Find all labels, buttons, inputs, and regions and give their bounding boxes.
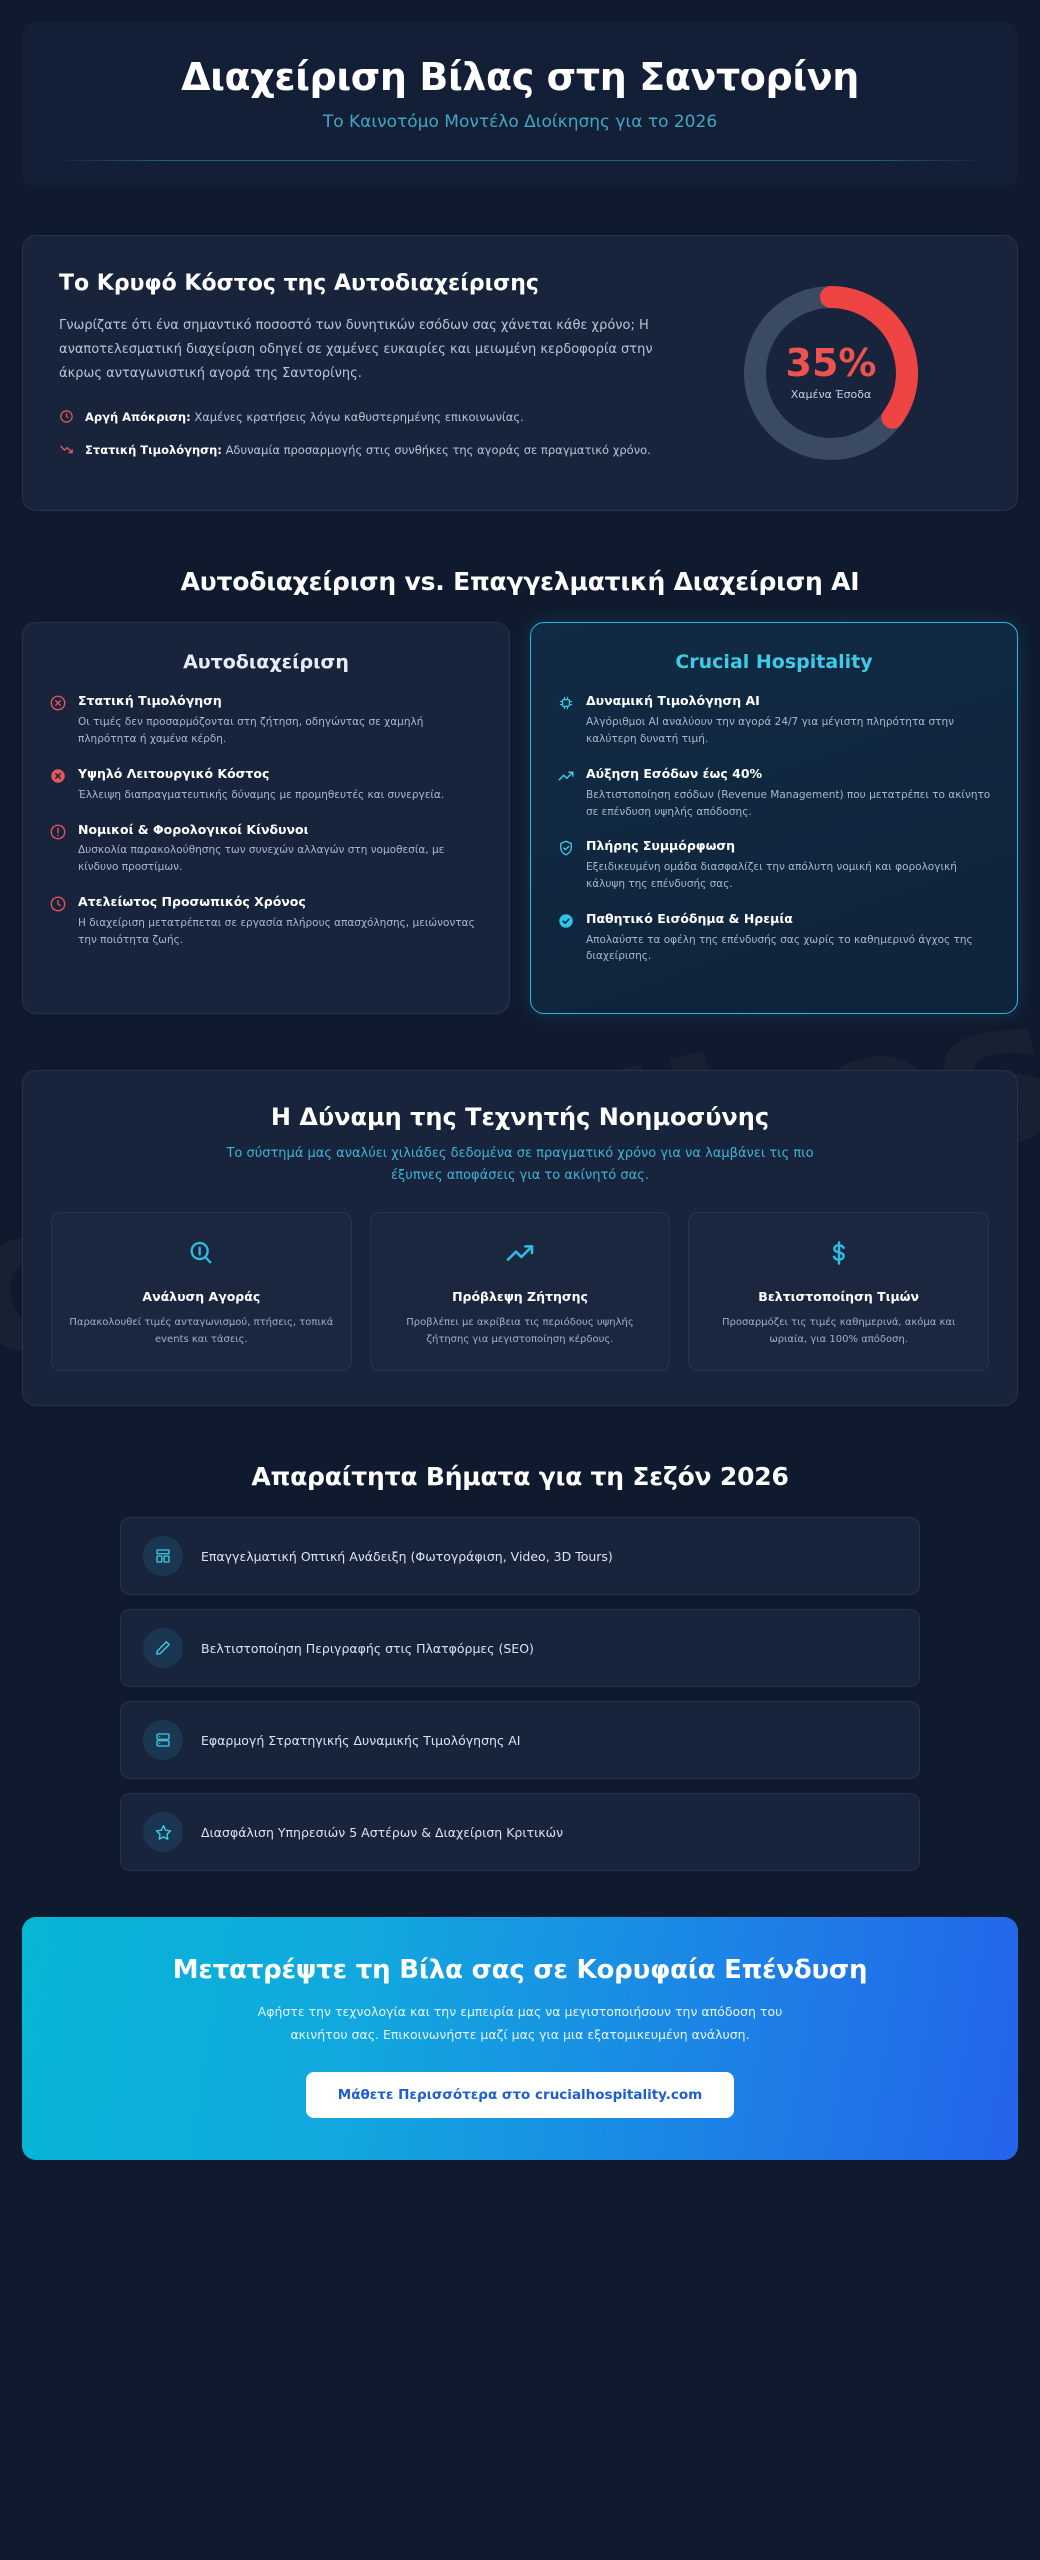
ai-power-title: Η Δύναμη της Τεχνητής Νοημοσύνης [270, 1103, 770, 1132]
list-item-body [78, 693, 483, 747]
bullet-text [85, 441, 651, 460]
search-circle-icon [68, 1237, 335, 1271]
list-item-title: Παθητικό Εισόδημα & Ηρεμία [586, 910, 793, 926]
hidden-cost-title: Το Κρυφό Κόστος της Αυτοδιαχείρισης [59, 270, 539, 296]
hidden-cost-body: Γνωρίζατε ότι ένα σημαντικό ποσοστό των δυνητικών εσόδων σας χάνεται κάθε χρόνο; Η αναποτελεσματική διαχείριση οδηγεί σε χαμένες ευκαιρίες και μειωμένη κερδοφορία στην άκρως ανταγωνιστική αγορά της Σαντορίνης. [59, 318, 653, 382]
list-item [557, 693, 991, 747]
ai-feature-title: Βελτιστοποίηση Τιμών [758, 1289, 920, 1305]
pencil-icon [143, 1628, 183, 1668]
hidden-cost-text-column [59, 270, 665, 475]
list-item-desc: Έλλειψη διαπραγματευτικής δύναμης με προμηθευτές και συνεργεία. [78, 788, 445, 801]
trend-down-icon [59, 442, 75, 457]
list-item-body [586, 693, 991, 747]
bullet-desc: Αδυναμία προσαρμογής στις συνθήκες της αγοράς σε πραγματικό χρόνο. [225, 443, 651, 458]
list-item-title: Υψηλό Λειτουργικό Κόστος [78, 765, 270, 781]
list-item [557, 911, 991, 965]
steps-list [22, 1517, 1018, 1871]
list-item-title: Νομικοί & Φορολογικοί Κίνδυνοι [78, 821, 309, 837]
bullet-item [59, 408, 657, 427]
star-icon [143, 1812, 183, 1852]
list-item-desc: Η διαχείριση μετατρέπεται σε εργασία πλήρους απασχόλησης, μειώνοντας την ποιότητα ζωής. [78, 916, 475, 946]
ai-power-card [22, 1070, 1018, 1406]
cpu-chip-icon [557, 694, 575, 712]
ai-feature-card [370, 1212, 671, 1371]
ai-power-subtitle: Το σύστημά μας αναλύει χιλιάδες δεδομένα σε πραγματικό χρόνο για να λαμβάνει τις πιο έξυπνες αποφάσεις για το ακίνητό σας. [226, 1146, 814, 1183]
list-item [557, 766, 991, 820]
step-text: Διασφάλιση Υπηρεσιών 5 Αστέρων & Διαχείριση Κριτικών [201, 1824, 564, 1840]
ai-feature-desc: Προσαρμόζει τις τιμές καθημερινά, ακόμα και ωριαία, για 100% απόδοση. [721, 1317, 956, 1346]
page-title: Διαχείριση Βίλας στη Σαντορίνη [181, 55, 859, 99]
crucial-hospitality-title: Crucial Hospitality [675, 651, 873, 674]
list-item-desc: Βελτιστοποίηση εσόδων (Revenue Management) που μετατρέπει το ακίνητο σε επένδυση υψηλής απόδοσης. [586, 788, 991, 818]
x-circle-filled-icon [49, 767, 67, 785]
clock-icon [59, 409, 75, 424]
list-item[interactable] [120, 1609, 920, 1687]
spacer [22, 1014, 1018, 1070]
list-item[interactable] [120, 1701, 920, 1779]
list-item-desc: Αλγόριθμοι AI αναλύουν την αγορά 24/7 για μέγιστη πληρότητα στην καλύτερη δυνατή τιμή. [586, 716, 955, 746]
cta-title: Μετατρέψτε τη Βίλα σας σε Κορυφαία Επένδυση [172, 1955, 868, 1986]
list-item-title: Αύξηση Εσόδων έως 40% [586, 765, 763, 781]
crucial-hospitality-column [530, 622, 1018, 1014]
ai-feature-desc: Παρακολουθεί τιμές ανταγωνισμού, πτήσεις, τοπικά events και τάσεις. [69, 1317, 334, 1346]
step-text: Επαγγελματική Οπτική Ανάδειξη (Φωτογράφιση, Video, 3D Tours) [201, 1548, 613, 1564]
list-item-title: Δυναμική Τιμολόγηση AI [586, 693, 760, 709]
list-item [49, 822, 483, 876]
list-item-desc: Οι τιμές δεν προσαρμόζονται στη ζήτηση, οδηγώντας σε χαμηλή πληρότητα ή χαμένα κέρδη. [78, 716, 424, 746]
list-item[interactable] [120, 1793, 920, 1871]
ai-feature-row [51, 1212, 989, 1371]
trend-up-icon [387, 1237, 654, 1271]
hidden-cost-card [22, 235, 1018, 512]
server-icon [143, 1720, 183, 1760]
list-item-body [586, 766, 991, 820]
list-item [49, 894, 483, 948]
bullet-label: Αργή Απόκριση: [85, 410, 191, 425]
list-item-desc: Απολαύστε τα οφέλη της επένδυσής σας χωρίς το καθημερινό άγχος της διαχείρισης. [586, 933, 973, 963]
list-item-body [586, 911, 991, 965]
list-item-title: Στατική Τιμολόγηση [78, 693, 222, 709]
list-item-title: Ατελείωτος Προσωπικός Χρόνος [78, 893, 306, 909]
cta-text: Αφήστε την τεχνολογία και την εμπειρία μας να μεγιστοποιήσουν την απόδοση του ακινήτου σας. Επικοινωνήστε μαζί μας για μια εξατομικευμένη ανάλυση. [257, 2004, 783, 2042]
list-item-desc: Εξειδικευμένη ομάδα διασφαλίζει την απόλυτη νομική και φορολογική κάλυψη της επένδυσής σας. [586, 861, 957, 890]
comparison-columns [22, 622, 1018, 1014]
list-item-body [78, 766, 483, 804]
comparison-heading: Αυτοδιαχείριση vs. Επαγγελματική Διαχείριση AI [180, 567, 860, 597]
self-management-column [22, 622, 510, 1014]
donut-percent-value: 35% [785, 341, 877, 386]
list-item [557, 838, 991, 892]
layout-grid-icon [143, 1536, 183, 1576]
self-management-title: Αυτοδιαχείριση [183, 651, 349, 674]
list-item-body [78, 822, 483, 876]
alert-circle-icon [49, 823, 67, 841]
donut-center-labels [736, 278, 926, 468]
step-text: Βελτιστοποίηση Περιγραφής στις Πλατφόρμες (SEO) [201, 1640, 534, 1656]
list-item-body [78, 894, 483, 948]
trend-up-icon [557, 767, 575, 785]
ai-feature-desc: Προβλέπει με ακρίβεια τις περιόδους υψηλής ζήτησης για μεγιστοποίηση κέρδους. [406, 1317, 634, 1346]
list-item-desc: Δυσκολία παρακολούθησης των συνεχών αλλαγών στη νομοθεσία, με κίνδυνο προστίμων. [78, 844, 445, 874]
list-item[interactable] [120, 1517, 920, 1595]
page-subtitle: Το Καινοτόμο Μοντέλο Διοίκησης για το 2026 [322, 111, 718, 132]
footer-spacer [0, 2160, 1040, 2202]
clock-icon [49, 895, 67, 913]
step-text: Εφαρμογή Στρατηγικής Δυναμικής Τιμολόγησης AI [201, 1732, 521, 1748]
ai-feature-card [688, 1212, 989, 1371]
header-divider [52, 160, 988, 161]
hidden-cost-chart-column [681, 270, 981, 468]
bullet-text [85, 408, 524, 427]
bullet-label: Στατική Τιμολόγηση: [85, 443, 222, 458]
donut-percent-label: Χαμένα Έσοδα [790, 388, 872, 402]
list-item [49, 766, 483, 804]
x-circle-outline-icon [49, 694, 67, 712]
ai-feature-card [51, 1212, 352, 1371]
shield-check-icon [557, 839, 575, 857]
list-item-body [586, 838, 991, 892]
bullet-desc: Χαμένες κρατήσεις λόγω καθυστερημένης επικοινωνίας. [194, 410, 524, 425]
lost-revenue-donut-chart [736, 278, 926, 468]
ai-feature-title: Ανάλυση Αγοράς [142, 1289, 261, 1305]
bullet-item [59, 441, 657, 460]
list-item-title: Πλήρης Συμμόρφωση [586, 838, 736, 854]
steps-heading: Απαραίτητα Βήματα για τη Σεζόν 2026 [251, 1462, 789, 1492]
ai-feature-title: Πρόβλεψη Ζήτησης [452, 1289, 588, 1305]
hidden-cost-bullets [59, 408, 657, 460]
check-circle-filled-icon [557, 912, 575, 930]
cta-banner [22, 1917, 1018, 2160]
list-item [49, 693, 483, 747]
dollar-icon [705, 1237, 972, 1271]
cta-button[interactable]: Μάθετε Περισσότερα στο crucialhospitality.com [306, 2072, 734, 2118]
page-header [22, 22, 1018, 187]
